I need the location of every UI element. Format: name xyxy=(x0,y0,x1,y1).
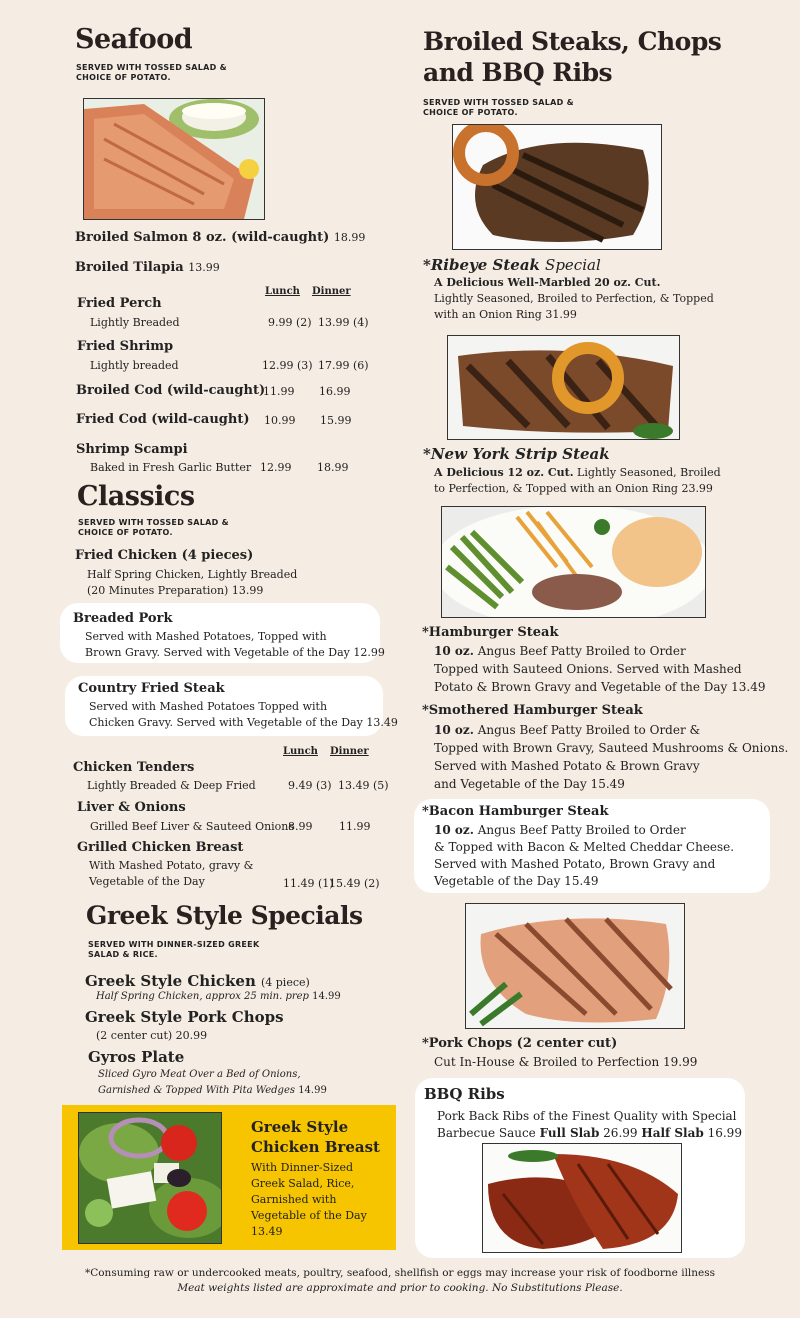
chicken-tenders-dinner: 13.49 (5) xyxy=(338,779,389,792)
ny-strip-desc-line1: Lightly Seasoned, Broiled xyxy=(577,466,721,479)
bacon-steak-desc-line4: Vegetable of the Day 15.49 xyxy=(434,874,599,888)
bbq-half-slab-label: Half Slab xyxy=(641,1126,704,1140)
hamburger-steak-weight: 10 oz. xyxy=(434,644,474,658)
gyros-plate-desc xyxy=(98,1067,327,1099)
chicken-tenders-lunch: 9.49 (3) xyxy=(288,779,332,792)
shrimp-scampi-desc: Baked in Fresh Garlic Butter xyxy=(90,461,252,474)
classics-dinner-header: Dinner xyxy=(330,746,369,757)
footer xyxy=(0,1266,800,1296)
greek-chicken-breast-price: 13.49 xyxy=(251,1225,283,1238)
ny-strip-desc-bold: A Delicious 12 oz. Cut. xyxy=(434,466,574,479)
greek-chicken-breast-name-line2: Chicken Breast xyxy=(251,1138,380,1156)
shrimp-scampi-name: Shrimp Scampi xyxy=(76,442,188,457)
ribeye-special: Special xyxy=(545,256,601,274)
footer-note: Meat weights listed are approximate and prior to cooking. No Substitutions Please. xyxy=(177,1282,623,1294)
broiled-salmon-name: Broiled Salmon 8 oz. (wild-caught) xyxy=(75,230,330,245)
hamburger-steak-desc-line3: Potato & Brown Gravy and Vegetable of the Day 13.49 xyxy=(434,680,766,694)
breaded-pork-desc-line2: Brown Gravy. Served with Vegetable of the Day 12.99 xyxy=(85,646,385,659)
bbq-half-slab-price: 16.99 xyxy=(707,1126,742,1140)
grilled-chicken-breast-desc-line1: With Mashed Potato, gravy & xyxy=(89,859,254,872)
bbq-ribs-name: BBQ Ribs xyxy=(424,1085,505,1103)
grilled-chicken-breast-desc-line2: Vegetable of the Day xyxy=(89,875,205,888)
smothered-steak-desc-line4: and Vegetable of the Day 15.49 xyxy=(434,777,625,791)
ribeye-desc-line1: Lightly Seasoned, Broiled to Perfection, & Topped xyxy=(434,292,714,305)
broiled-cod-name: Broiled Cod (wild-caught) xyxy=(76,383,266,398)
bbq-full-slab-price: 26.99 xyxy=(603,1126,638,1140)
greek-chicken-breast-name-line1: Greek Style xyxy=(251,1118,349,1136)
shrimp-scampi-lunch: 12.99 xyxy=(260,461,292,474)
smothered-steak-desc-line1: Angus Beef Patty Broiled to Order & xyxy=(477,723,701,737)
grilled-chicken-breast-lunch: 11.49 (1) xyxy=(283,877,334,890)
fried-shrimp-name: Fried Shrimp xyxy=(77,339,174,354)
classics-subtitle xyxy=(78,518,229,538)
greek-chicken xyxy=(85,971,310,991)
hamburger-steak-desc xyxy=(434,642,766,696)
broiled-salmon-price: 18.99 xyxy=(333,231,366,244)
fried-chicken-desc-line2: (20 Minutes Preparation) 13.99 xyxy=(87,584,264,597)
smothered-steak-weight: 10 oz. xyxy=(434,723,474,737)
fried-perch-lunch: 9.99 (2) xyxy=(268,316,312,329)
smothered-steak-name: *Smothered Hamburger Steak xyxy=(422,703,643,718)
bacon-steak-weight: 10 oz. xyxy=(434,823,474,837)
greek-pork-chops-name: Greek Style Pork Chops xyxy=(85,1008,284,1026)
fried-shrimp-dinner: 17.99 (6) xyxy=(318,359,369,372)
greek-chicken-breast-desc-line1: With Dinner-Sized xyxy=(251,1161,354,1174)
classics-lunch-header: Lunch xyxy=(283,746,318,757)
seafood-lunch-header: Lunch xyxy=(265,286,300,297)
chop-onion-ring-photo xyxy=(452,124,662,250)
bbq-ribs-desc-line2: Barbecue Sauce xyxy=(437,1126,536,1140)
country-fried-steak-desc-line1: Served with Mashed Potatoes Topped with xyxy=(89,700,328,713)
greek-chicken-breast-desc-line2: Greek Salad, Rice, xyxy=(251,1177,355,1190)
greek-chicken-name: Greek Style Chicken xyxy=(85,972,256,990)
country-fried-steak-desc xyxy=(89,699,398,731)
hamburger-plate-photo xyxy=(441,506,706,618)
steaks-title-line2: and BBQ Ribs xyxy=(423,58,613,87)
liver-onions-dinner: 11.99 xyxy=(339,820,371,833)
broiled-tilapia-price: 13.99 xyxy=(188,261,220,274)
pork-chops-desc: Cut In-House & Broiled to Perfection 19.99 xyxy=(434,1055,698,1069)
grilled-chicken-breast-name: Grilled Chicken Breast xyxy=(77,840,244,855)
steaks-subtitle xyxy=(423,98,574,118)
steaks-title-line1: Broiled Steaks, Chops xyxy=(423,27,722,56)
liver-onions-name: Liver & Onions xyxy=(77,800,186,815)
ribeye-desc-line0: A Delicious Well-Marbled 20 oz. Cut. xyxy=(434,276,661,289)
greek-pork-chops-desc: (2 center cut) 20.99 xyxy=(96,1029,208,1042)
steaks-title xyxy=(423,26,721,88)
greek-subtitle-line1: SERVED WITH DINNER-SIZED GREEK xyxy=(88,940,260,949)
gyros-plate-price: 14.99 xyxy=(298,1085,327,1096)
greek-chicken-price: 14.99 xyxy=(312,991,341,1002)
country-fried-steak-name: Country Fried Steak xyxy=(78,681,225,696)
steaks-subtitle-line1: SERVED WITH TOSSED SALAD & xyxy=(423,98,574,107)
broiled-cod-lunch: 11.99 xyxy=(263,385,295,398)
fried-chicken-desc-line1: Half Spring Chicken, Lightly Breaded xyxy=(87,568,298,581)
ny-strip-desc xyxy=(434,465,721,497)
seafood-subtitle-line2: CHOICE OF POTATO. xyxy=(76,73,171,82)
bacon-steak-desc-line3: Served with Mashed Potato, Brown Gravy and xyxy=(434,857,716,871)
fried-perch-name: Fried Perch xyxy=(77,296,162,311)
smothered-steak-desc-line2: Topped with Brown Gravy, Sauteed Mushrooms & Onions. xyxy=(434,741,789,755)
breaded-pork-name: Breaded Pork xyxy=(73,611,173,626)
hamburger-steak-name: *Hamburger Steak xyxy=(422,625,559,640)
ny-strip-title xyxy=(423,444,610,463)
bbq-ribs-desc xyxy=(437,1108,742,1142)
ny-strip-desc-line2: to Perfection, & Topped with an Onion Ring 23.99 xyxy=(434,482,713,495)
greek-chicken-breast-name xyxy=(251,1117,380,1157)
greek-chicken-desc-text: Half Spring Chicken, approx 25 min. prep xyxy=(96,991,309,1002)
seafood-title: Seafood xyxy=(75,24,193,55)
broiled-tilapia-name: Broiled Tilapia xyxy=(75,260,184,275)
grilled-chicken-breast-desc xyxy=(89,858,253,890)
steaks-subtitle-line2: CHOICE OF POTATO. xyxy=(423,108,518,117)
broiled-salmon xyxy=(75,230,365,245)
ribeye-desc xyxy=(434,275,714,323)
fried-chicken-name: Fried Chicken (4 pieces) xyxy=(75,548,254,563)
broiled-cod-dinner: 16.99 xyxy=(319,385,351,398)
gyros-plate-desc-line1: Sliced Gyro Meat Over a Bed of Onions, xyxy=(98,1069,301,1080)
breaded-pork-desc-line1: Served with Mashed Potatoes, Topped with xyxy=(85,630,327,643)
greek-chicken-desc xyxy=(96,989,341,1005)
bbq-full-slab-label: Full Slab xyxy=(539,1126,600,1140)
hamburger-steak-desc-line2: Topped with Sauteed Onions. Served with Mashed xyxy=(434,662,742,676)
chicken-tenders-name: Chicken Tenders xyxy=(73,760,195,775)
fried-shrimp-desc: Lightly breaded xyxy=(90,359,179,372)
greek-chicken-qty: (4 piece) xyxy=(260,976,310,989)
grilled-chicken-breast-dinner: 15.49 (2) xyxy=(329,877,380,890)
classics-subtitle-line1: SERVED WITH TOSSED SALAD & xyxy=(78,518,229,527)
greek-salad-photo xyxy=(78,1112,222,1244)
fried-perch-desc: Lightly Breaded xyxy=(90,316,180,329)
fried-chicken-desc xyxy=(87,567,297,599)
classics-subtitle-line2: CHOICE OF POTATO. xyxy=(78,528,173,537)
bacon-steak-desc-line1: Angus Beef Patty Broiled to Order xyxy=(477,823,686,837)
greek-subtitle xyxy=(88,940,259,960)
pork-chops-photo xyxy=(465,903,685,1029)
seafood-subtitle-line1: SERVED WITH TOSSED SALAD & xyxy=(76,63,227,72)
seafood-dinner-header: Dinner xyxy=(312,286,351,297)
chicken-tenders-desc: Lightly Breaded & Deep Fried xyxy=(87,779,256,792)
hamburger-steak-desc-line1: Angus Beef Patty Broiled to Order xyxy=(477,644,686,658)
country-fried-steak-desc-line2: Chicken Gravy. Served with Vegetable of the Day 13.49 xyxy=(89,716,398,729)
seafood-subtitle xyxy=(76,63,227,83)
ribeye-name: *Ribeye Steak xyxy=(423,256,540,274)
breaded-pork-desc xyxy=(85,629,385,661)
bbq-ribs-photo xyxy=(482,1143,682,1253)
footer-warning: *Consuming raw or undercooked meats, poultry, seafood, shellfish or eggs may increase your risk of foodborne illness xyxy=(84,1267,716,1279)
liver-onions-lunch: 8.99 xyxy=(288,820,313,833)
gyros-plate-name: Gyros Plate xyxy=(88,1048,185,1066)
fried-perch-dinner: 13.99 (4) xyxy=(318,316,369,329)
ribeye-title xyxy=(423,255,601,274)
bacon-steak-desc xyxy=(434,822,734,890)
bacon-steak-desc-line2: & Topped with Bacon & Melted Cheddar Cheese. xyxy=(434,840,735,854)
greek-subtitle-line2: SALAD & RICE. xyxy=(88,950,158,959)
gyros-plate-desc-line2: Garnished & Topped With Pita Wedges xyxy=(98,1085,295,1096)
bacon-steak-name: *Bacon Hamburger Steak xyxy=(422,804,609,819)
shrimp-scampi-dinner: 18.99 xyxy=(317,461,349,474)
ribeye-desc-line2: with an Onion Ring 31.99 xyxy=(434,308,577,321)
pork-chops-name: *Pork Chops (2 center cut) xyxy=(422,1036,618,1051)
greek-chicken-breast-desc xyxy=(251,1160,367,1240)
greek-title: Greek Style Specials xyxy=(86,901,363,930)
greek-chicken-breast-desc-line4: Vegetable of the Day xyxy=(251,1209,367,1222)
salmon-photo xyxy=(83,98,265,220)
greek-chicken-breast-desc-line3: Garnished with xyxy=(251,1193,337,1206)
bbq-ribs-desc-line1: Pork Back Ribs of the Finest Quality with Special xyxy=(437,1109,737,1123)
fried-cod-name: Fried Cod (wild-caught) xyxy=(76,412,250,427)
smothered-steak-desc xyxy=(434,721,788,793)
broiled-tilapia xyxy=(75,260,220,275)
liver-onions-desc: Grilled Beef Liver & Sauteed Onions xyxy=(90,820,295,833)
fried-shrimp-lunch: 12.99 (3) xyxy=(262,359,313,372)
fried-cod-dinner: 15.99 xyxy=(320,414,352,427)
ribeye-photo xyxy=(447,335,680,440)
smothered-steak-desc-line3: Served with Mashed Potato & Brown Gravy xyxy=(434,759,700,773)
fried-cod-lunch: 10.99 xyxy=(264,414,296,427)
classics-title: Classics xyxy=(77,481,195,512)
ny-strip-name: *New York Strip Steak xyxy=(423,445,610,463)
